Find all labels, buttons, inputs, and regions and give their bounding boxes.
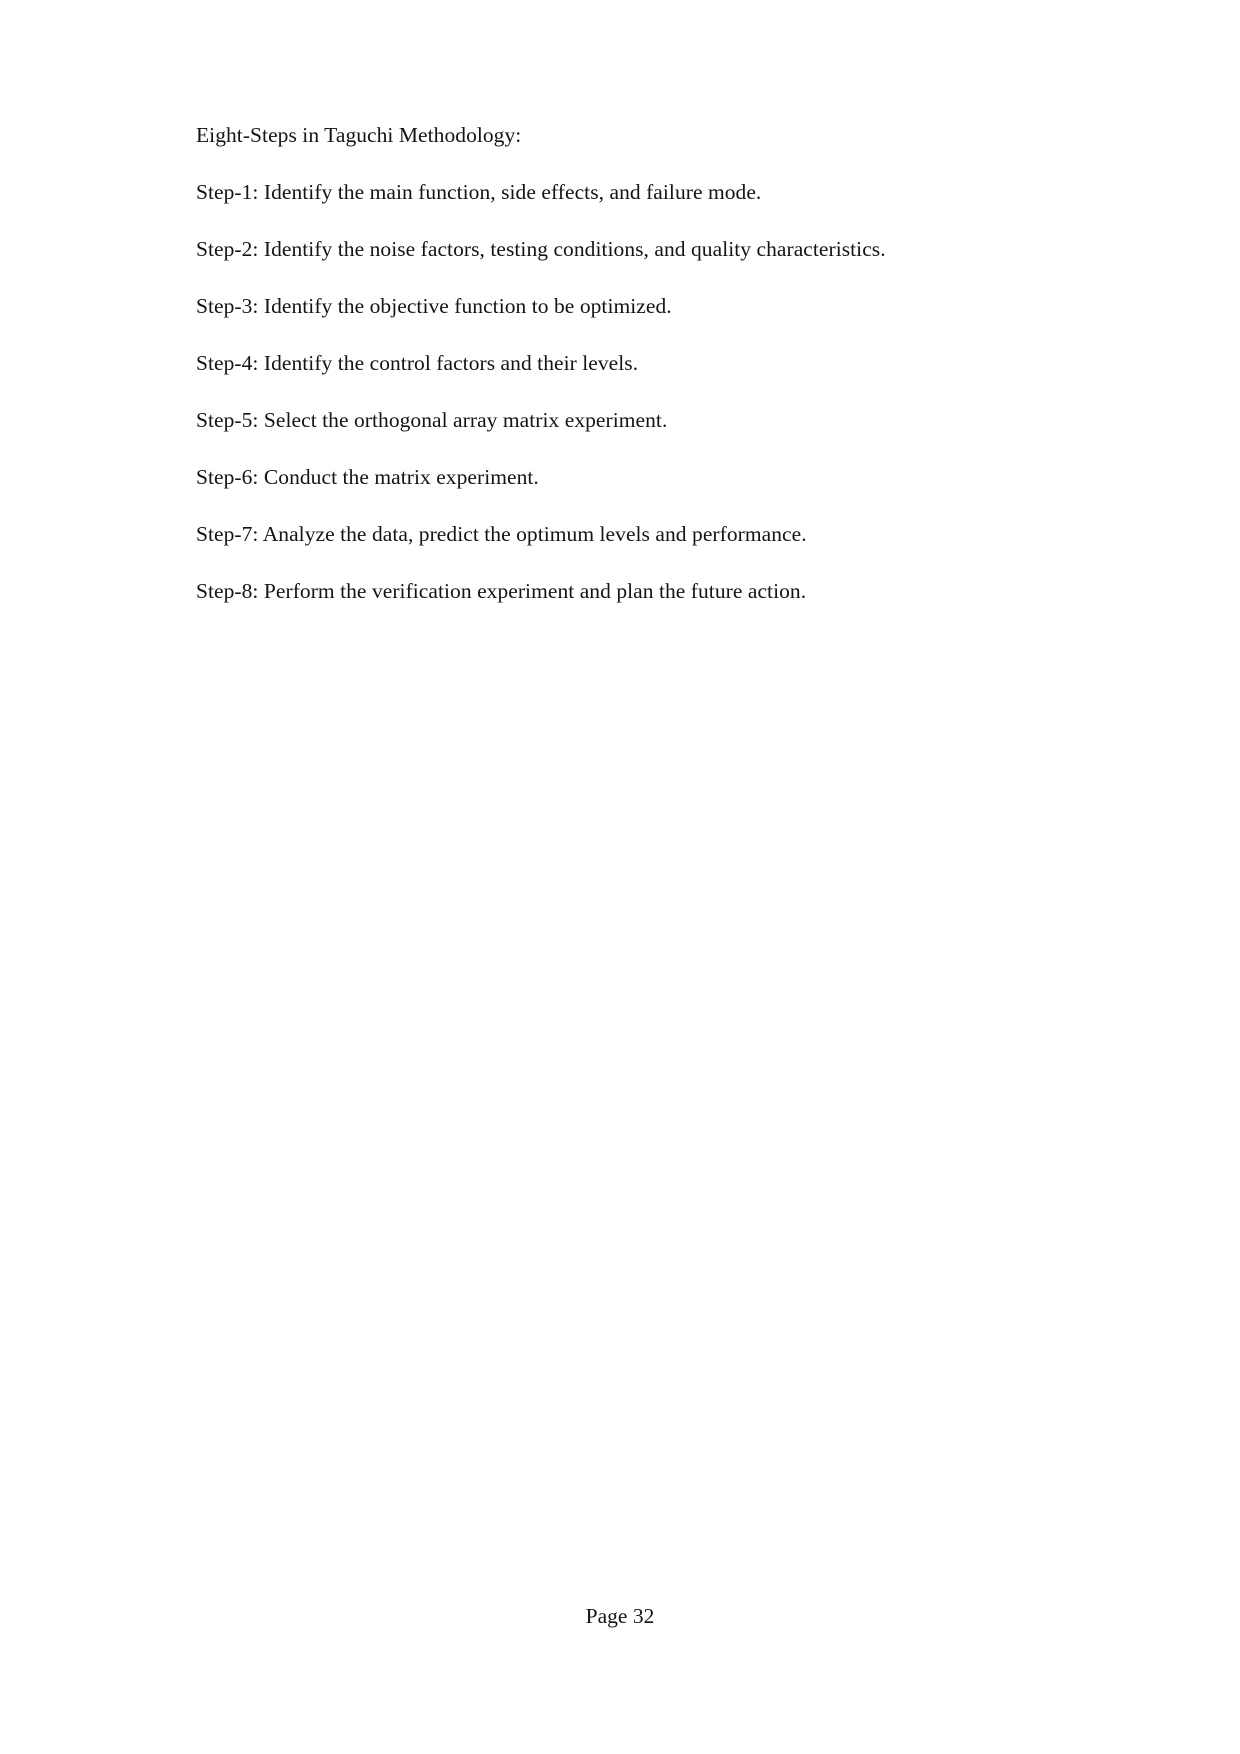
step-item-3: Step-3: Identify the objective function to be optimized.: [196, 294, 672, 318]
page-footer: [0, 1601, 1240, 1631]
step-item-4: Step-4: Identify the control factors and their levels.: [196, 351, 639, 375]
page-number: Page 32: [585, 1604, 655, 1628]
step-item-6: Step-6: Conduct the matrix experiment.: [196, 465, 539, 489]
step-item-1: Step-1: Identify the main function, side effects, and failure mode.: [196, 180, 762, 204]
step-item-7: Step-7: Analyze the data, predict the optimum levels and performance.: [196, 522, 807, 546]
step-item-5: Step-5: Select the orthogonal array matrix experiment.: [196, 408, 668, 432]
section-heading: Eight-Steps in Taguchi Methodology:: [196, 123, 522, 147]
step-item-8: Step-8: Perform the verification experiment and plan the future action.: [196, 579, 807, 603]
document-body: [196, 107, 1076, 620]
step-item-2: Step-2: Identify the noise factors, testing conditions, and quality characteristics.: [196, 237, 886, 261]
